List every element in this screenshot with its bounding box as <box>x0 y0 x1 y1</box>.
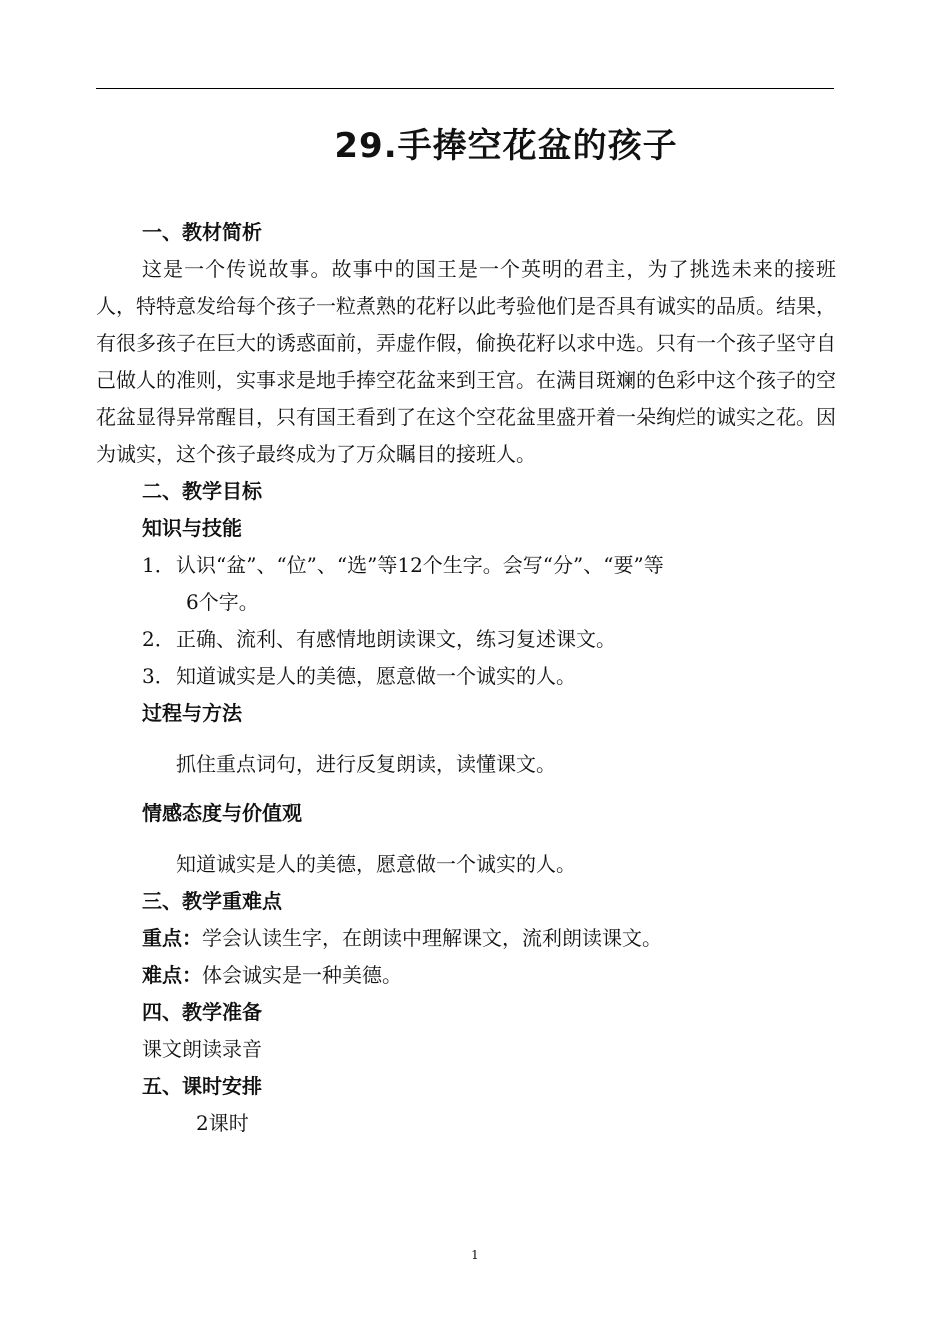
subheading-process: 过程与方法 <box>142 701 242 725</box>
list-item <box>142 621 842 658</box>
key-point-text: 学会认读生字，在朗读中理解课文，流利朗读课文。 <box>202 926 662 950</box>
schedule-text: 2课时 <box>196 1111 249 1135</box>
preparation-text: 课文朗读录音 <box>142 1037 262 1061</box>
section-heading-schedule: 五、课时安排 <box>142 1074 262 1098</box>
list-item-continuation: 6个字。 <box>186 590 259 614</box>
subheading-knowledge: 知识与技能 <box>142 516 242 540</box>
list-item-number: 1． <box>142 553 175 577</box>
header-rule <box>96 88 834 89</box>
key-point-label: 重点： <box>142 926 202 950</box>
section-heading-preparation: 四、教学准备 <box>142 1000 262 1024</box>
materials-paragraph-block <box>96 251 836 473</box>
list-item <box>142 658 842 695</box>
materials-paragraph: 这是一个传说故事。故事中的国王是一个英明的君主，为了挑选未来的接班人，特特意发给每个孩子一粒煮熟的花籽以此考验他们是否具有诚实的品质。结果，有很多孩子在巨大的诱惑面前，弄虚作假，偷换花籽以求中选。只有一个孩子坚守自己做人的准则，实事求是地手捧空花盆来到王宫。在满目斑斓的色彩中这个孩子的空花盆显得异常醒目，只有国王看到了在这个空花盆里盛开着一朵绚烂的诚实之花。因为诚实，这个孩子最终成为了万众瞩目的接班人。 <box>96 257 836 466</box>
difficulty-label: 难点： <box>142 963 202 987</box>
list-item-text: 认识“盆”、“位”、“选”等12个生字。会写“分”、“要”等 <box>176 553 664 577</box>
key-point-line <box>142 920 842 957</box>
section-heading-key-points: 三、教学重难点 <box>142 889 282 913</box>
emotion-text: 知道诚实是人的美德，愿意做一个诚实的人。 <box>176 852 576 876</box>
difficulty-text: 体会诚实是一种美德。 <box>202 963 402 987</box>
list-item-number: 2． <box>142 627 175 651</box>
list-item-text: 知道诚实是人的美德，愿意做一个诚实的人。 <box>176 664 576 688</box>
list-item-text: 正确、流利、有感情地朗读课文，练习复述课文。 <box>176 627 616 651</box>
subheading-emotion: 情感态度与价值观 <box>142 801 302 825</box>
section-heading-materials: 一、教材简析 <box>142 220 262 244</box>
difficulty-line <box>142 957 842 994</box>
process-text: 抓住重点词句，进行反复朗读，读懂课文。 <box>176 752 556 776</box>
list-item-number: 3． <box>142 664 175 688</box>
section-heading-goals: 二、教学目标 <box>142 479 262 503</box>
document-body <box>96 214 842 1142</box>
document-title: 29.手捧空花盆的孩子 <box>334 126 678 166</box>
list-item <box>142 547 842 584</box>
page-number: 1 <box>471 1248 479 1262</box>
